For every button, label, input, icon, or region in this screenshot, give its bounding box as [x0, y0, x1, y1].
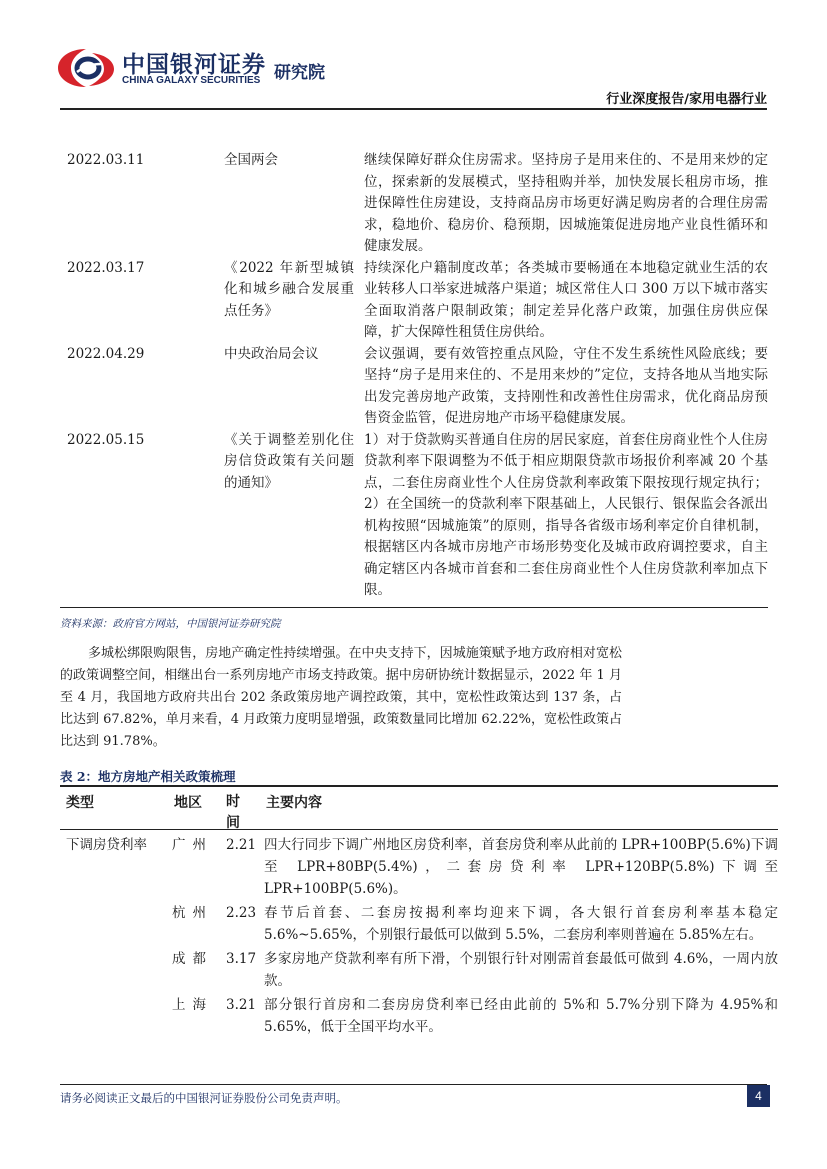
galaxy-logo-icon	[55, 45, 117, 91]
table2-header-rule	[60, 829, 778, 830]
content-cell: 部分银行首房和二套房房贷利率已经由此前的 5%和 5.7%分别下降为 4.95%和 5.65%，低于全国平均水平。	[264, 997, 778, 1035]
table-row	[60, 994, 778, 1038]
table-row	[60, 430, 768, 602]
content-cell: 四大行同步下调广州地区房贷利率，首套房贷利率从此前的 LPR+100BP(5.6%)下调至 LPR+80BP(5.4%)，二套房贷利率 LPR+120BP(5.8%)下调至 LPR+100BP(5.6%)。	[264, 837, 778, 897]
table2-header	[60, 787, 778, 829]
table-row	[60, 258, 768, 344]
body-paragraph: 多城松绑限购限售，房地产确定性持续增强。在中央支持下，因城施策赋予地方政府相对宽松的政策调整空间，相继出台一系列房地产市场支持政策。据中房研协统计数据显示，2022 年 1 月至 4 月，我国地方政府共出台 202 条政策房地产调控政策，其中，宽松性政策达到 137 条，占比达到 67.82%，单月来看，4 月政策力度明显增强，政策数量同比增加 62.22%，宽松性政策占比达到 91.78%。	[60, 646, 622, 749]
region-cell: 成都	[172, 951, 206, 967]
content-cell: 多家房地产贷款利率有所下滑，个别银行针对刚需首套最低可做到 4.6%，一周内放款。	[264, 951, 778, 989]
source-note: 资料来源：政府官方网站，中国银河证券研究院	[60, 618, 281, 630]
time-cell: 2.21	[226, 837, 257, 853]
policy-event: 全国两会	[224, 152, 278, 168]
local-policy-table	[60, 785, 778, 1040]
table-row	[60, 948, 778, 992]
header-divider	[60, 108, 767, 110]
time-cell: 2.23	[226, 905, 257, 921]
policy-table	[60, 150, 768, 608]
policy-date: 2022.03.17	[67, 259, 145, 276]
policy-date: 2022.05.15	[67, 431, 145, 448]
header-content: 主要内容	[266, 795, 322, 811]
region-cell: 杭州	[172, 905, 206, 921]
time-cell: 3.17	[226, 951, 257, 967]
policy-date: 2022.04.29	[67, 345, 145, 362]
header-region: 地区	[174, 795, 202, 811]
table-row	[60, 834, 778, 900]
time-cell: 3.21	[226, 997, 257, 1013]
table-bottom-rule	[60, 607, 768, 608]
policy-content: 会议强调，要有效管控重点风险，守住不发生系统性风险底线；要坚持“房子是用来住的、不是用来炒的”定位，支持各地从当地实际出发完善房地产政策，支持刚性和改善性住房需求，优化商品房预售资金监管，促进房地产市场平稳健康发展。	[364, 345, 768, 426]
region-cell: 广州	[172, 837, 206, 853]
brand-name-cn: 中国银河证券	[122, 52, 266, 78]
table-row	[60, 150, 768, 258]
header-time: 时间	[226, 794, 240, 831]
policy-type: 下调房贷利率	[66, 837, 147, 853]
policy-event: 《2022 年新型城镇化和城乡融合发展重点任务》	[224, 259, 354, 319]
region-cell: 上海	[172, 997, 206, 1013]
policy-event: 中央政治局会议	[224, 345, 319, 362]
brand-name-en: CHINA GALAXY SECURITIES	[122, 75, 261, 86]
table2-body	[60, 834, 778, 1038]
policy-content: 继续保障好群众住房需求。坚持房子是用来住的、不是用来炒的定位，探索新的发展模式，坚持租购并举，加快发展长租房市场，推进保障性住房建设，支持商品房市场更好满足购房者的合理住房需求，稳地价、稳房价、稳预期，因城施策促进房地产业良性循环和健康发展。	[364, 152, 768, 254]
policy-date: 2022.03.11	[67, 152, 145, 168]
page-number: 4	[747, 1085, 770, 1107]
header-type: 类型	[66, 795, 94, 811]
policy-event: 《关于调整差别化住房信贷政策有关问题的通知》	[224, 431, 354, 491]
table2-caption: 表 2：地方房地产相关政策梳理	[60, 769, 236, 784]
report-category: 行业深度报告/家用电器行业	[606, 92, 767, 107]
policy-content: 持续深化户籍制度改革；各类城市要畅通在本地稳定就业生活的农业转移人口举家进城落户渠道；城区常住人口 300 万以下城市落实全面取消落户限制政策；制定差异化落户政策，加强住房供应保障，扩大保障性租赁住房供给。	[364, 259, 768, 340]
table-row	[60, 344, 768, 430]
footer-divider	[60, 1084, 767, 1085]
table-row	[60, 902, 778, 946]
content-cell: 春节后首套、二套房按揭利率均迎来下调，各大银行首套房利率基本稳定 5.6%~5.65%，个别银行最低可以做到 5.5%，二套房利率则普遍在 5.85%左右。	[264, 905, 778, 943]
brand-institute: 研究院	[274, 63, 325, 83]
footer-disclaimer: 请务必阅读正文最后的中国银河证券股份公司免责声明。	[60, 1091, 348, 1105]
policy-content: 1）对于贷款购买普通自住房的居民家庭，首套住房商业性个人住房贷款利率下限调整为不低于相应期限贷款市场报价利率减 20 个基点，二套住房商业性个人住房贷款利率政策下限按现行规定执行；2）在全国统一的贷款利率下限基础上，人民银行、银保监会各派出机构按照“因城施策”的原则，指导各省级市场利率定价自律机制，根据辖区内各城市房地产市场形势变化及城市政府调控要求，自主确定辖区内各城市首套和二套住房商业性个人住房贷款利率加点下限。	[364, 431, 768, 598]
